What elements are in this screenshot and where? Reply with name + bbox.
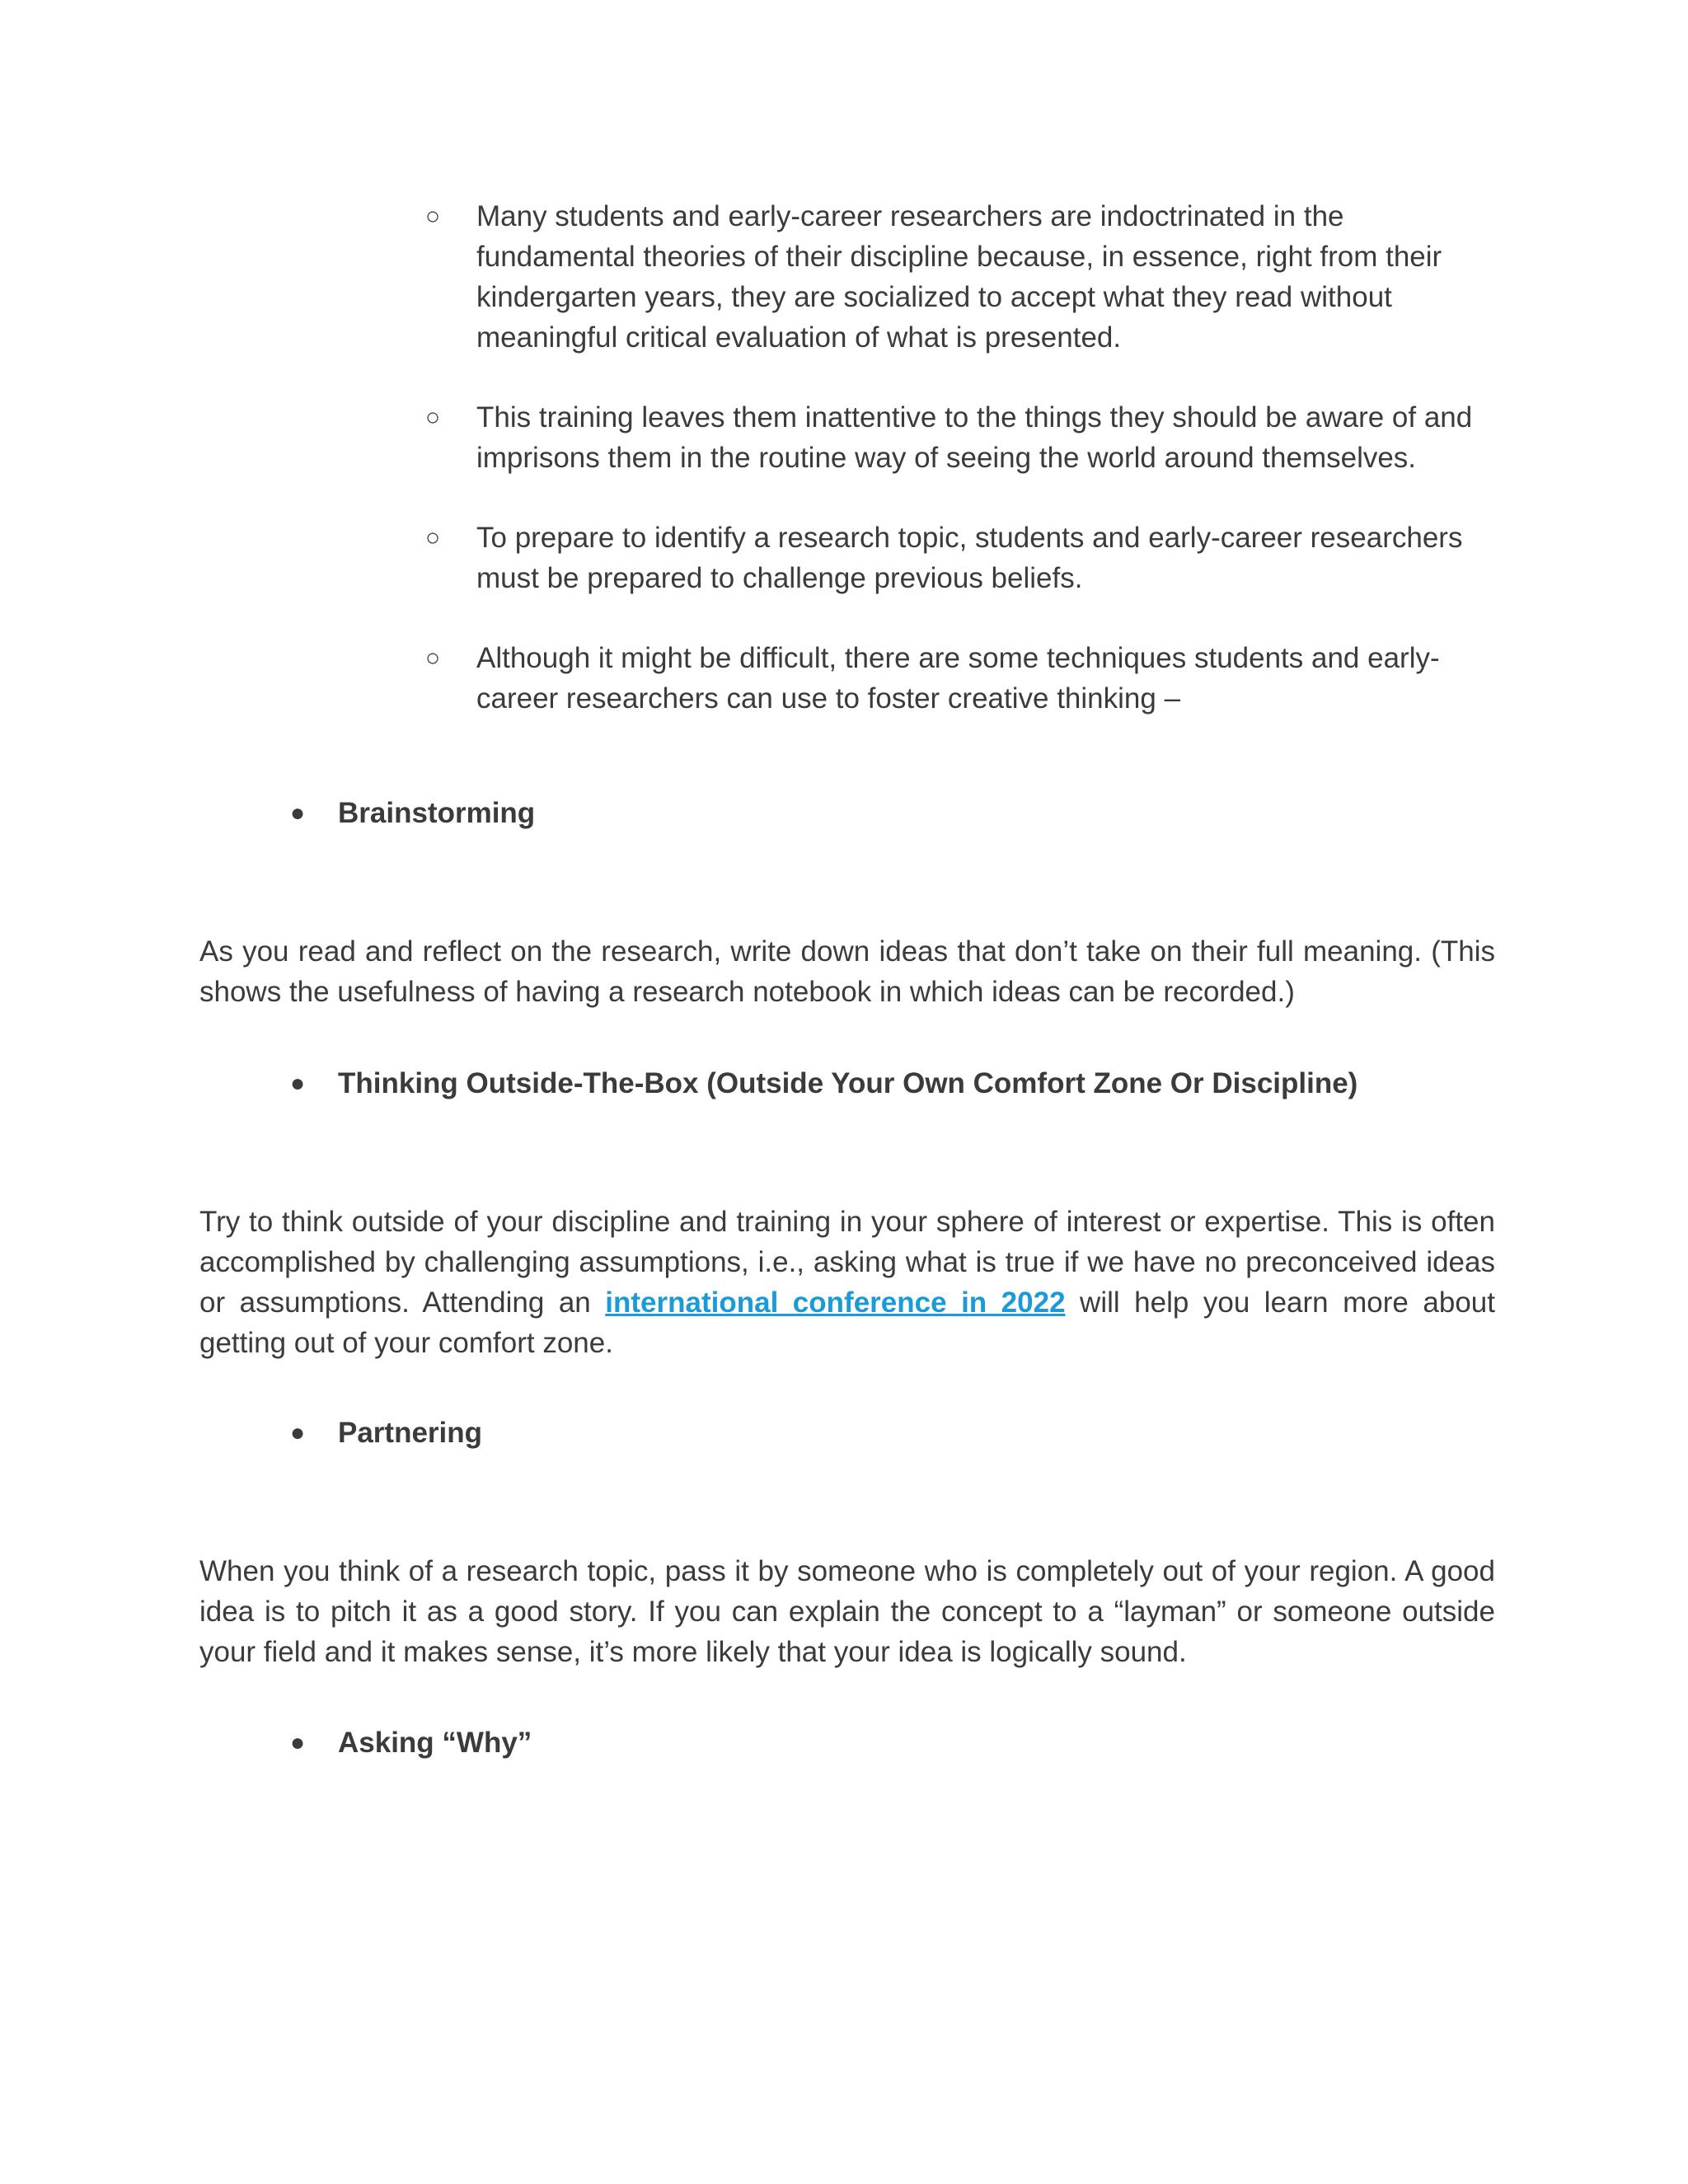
section-heading-text: Asking “Why” <box>338 1727 532 1759</box>
sub-bullet-list <box>0 196 1688 758</box>
section-heading-text: Brainstorming <box>338 797 536 829</box>
filled-circle-bullet-icon: ● <box>290 799 306 827</box>
partnering-paragraph: When you think of a research topic, pass it by someone who is completely out of your region. A good idea is to pitch it as a good story. If you can explain the concept to a “layman” or someone outside your field and it makes sense, it’s more likely that your idea is logically sound. <box>199 1555 1495 1668</box>
sub-list-item-text: This training leaves them inattentive to the things they should be aware of and imprisons them in the routine way of seeing the world around themselves. <box>476 401 1473 474</box>
sub-list-item <box>0 638 1498 719</box>
section-heading-asking-why <box>290 1722 1657 1763</box>
sub-list-item-text: To prepare to identify a research topic, students and early-career researchers must be prepared to challenge previous beliefs. <box>476 522 1463 594</box>
filled-circle-bullet-icon: ● <box>290 1729 306 1756</box>
outside-the-box-paragraph <box>199 1202 1495 1363</box>
filled-circle-bullet-icon: ● <box>290 1070 306 1097</box>
sub-list-item-text: Many students and early-career researchers are indoctrinated in the fundamental theories of their discipline because, in essence, right from their kindergarten years, they are socialized to accept what they read without meaningful critical evaluation of what is presented. <box>476 200 1442 354</box>
hollow-circle-bullet-icon: ○ <box>425 644 441 672</box>
section-heading-text: Thinking Outside-The-Box (Outside Your Own Comfort Zone Or Discipline) <box>338 1067 1358 1099</box>
hollow-circle-bullet-icon: ○ <box>425 524 441 551</box>
international-conference-link[interactable]: international conference in 2022 <box>605 1286 1066 1319</box>
paragraph-text: Try to think outside of your discipline and training in your sphere of interest or expertise. This is often accomplished by challenging assumptions, i.e., asking what is true if we have no preconceived ideas or assumptions. Attending an <box>199 1206 1495 1319</box>
section-heading-text: Partnering <box>338 1417 483 1449</box>
section-heading-brainstorming <box>290 793 1657 833</box>
paragraph-text: will help you learn more about getting out of your comfort zone. <box>199 1286 1495 1359</box>
hollow-circle-bullet-icon: ○ <box>425 203 441 230</box>
sub-list-item <box>0 518 1498 598</box>
section-heading-partnering <box>290 1413 1657 1453</box>
sub-list-item <box>0 397 1498 478</box>
brainstorming-paragraph: As you read and reflect on the research, write down ideas that don’t take on their full meaning. (This shows the usefulness of having a research notebook in which ideas can be recorded.) <box>199 935 1495 1008</box>
hollow-circle-bullet-icon: ○ <box>425 404 441 431</box>
section-heading-outside-the-box <box>290 1063 1657 1104</box>
sub-list-item-text: Although it might be difficult, there are some techniques students and early-career researchers can use to foster creative thinking – <box>476 642 1440 715</box>
filled-circle-bullet-icon: ● <box>290 1419 306 1446</box>
sub-list-item <box>0 196 1498 358</box>
